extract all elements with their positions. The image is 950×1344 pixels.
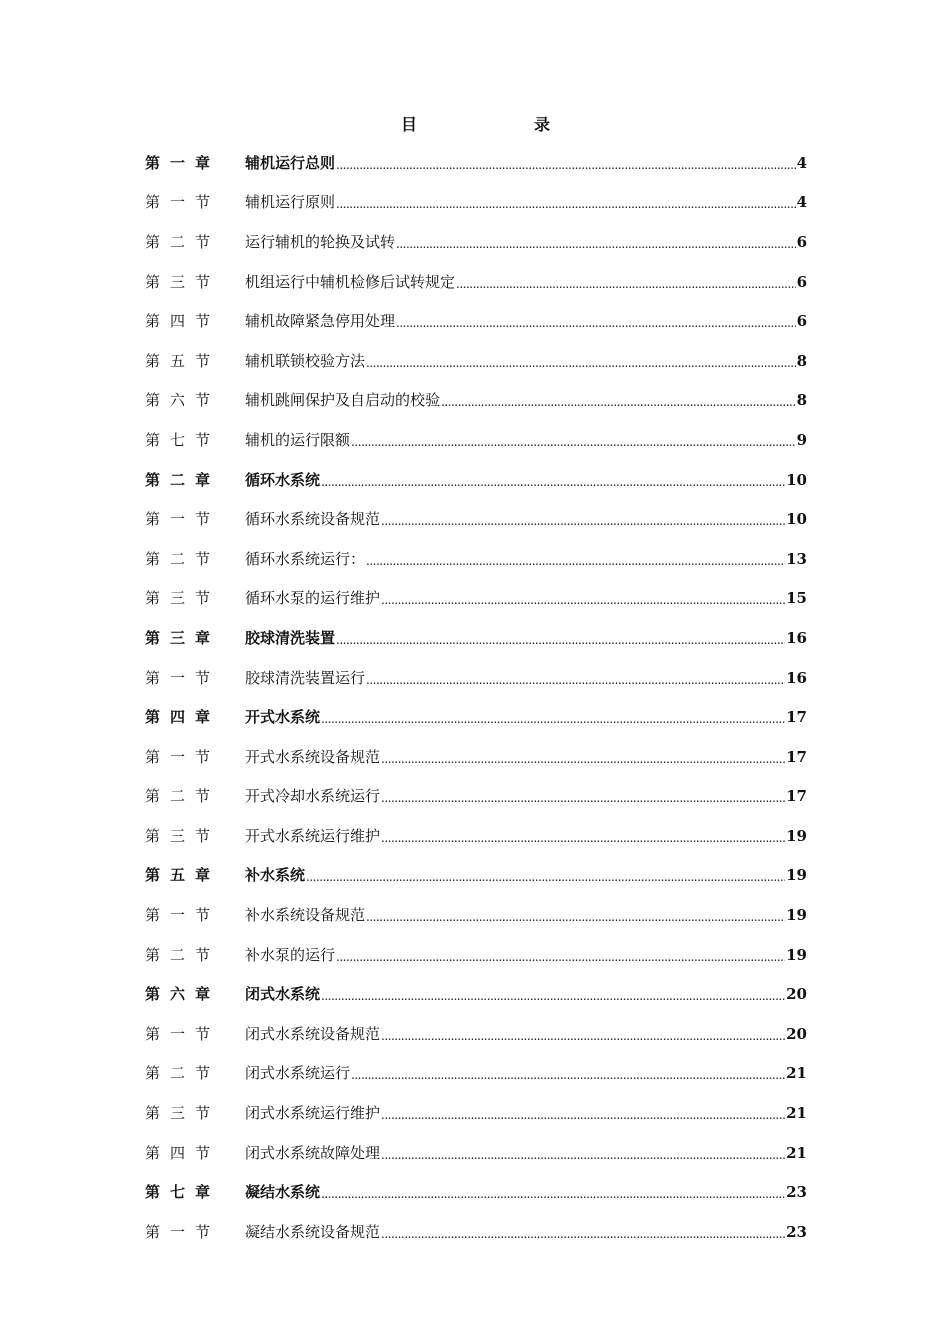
toc-entry-page: 19 — [786, 906, 807, 925]
toc-entry-number-prefix: 第 — [145, 312, 161, 331]
toc-entry-number-prefix: 第 — [145, 430, 161, 449]
toc-entry-number — [145, 865, 245, 885]
toc-entry-number-prefix: 第 — [145, 985, 161, 1004]
toc-entry-title: 辅机的运行限额 — [245, 430, 351, 449]
toc-entry-number-ordinal: 一 — [170, 510, 186, 529]
toc-entry-leader — [321, 472, 785, 492]
toc-entry-title: 辅机跳闸保护及自启动的校验 — [245, 391, 441, 410]
toc-entry-section[interactable] — [145, 658, 807, 698]
toc-entry-leader — [381, 590, 785, 610]
toc-entry-number — [145, 153, 245, 173]
toc-entry-section[interactable] — [145, 895, 807, 935]
toc-entry-number-ordinal: 一 — [170, 668, 186, 687]
toc-entry-number — [145, 628, 245, 648]
toc-entry-leader — [306, 867, 785, 887]
toc-entry-number — [145, 1063, 245, 1083]
toc-entry-number-prefix: 第 — [145, 866, 161, 885]
toc-entry-page: 6 — [796, 232, 807, 251]
toc-entry-number — [145, 786, 245, 806]
toc-entry-title: 闭式水系统运行维护 — [245, 1104, 381, 1123]
toc-entry-chapter[interactable] — [145, 974, 807, 1014]
toc-entry-title: 胶球清洗装置运行 — [245, 668, 366, 687]
toc-entry-title: 补水泵的运行 — [245, 945, 336, 964]
toc-entry-page: 4 — [796, 193, 807, 212]
toc-entry-number — [145, 549, 245, 569]
toc-heading — [0, 112, 950, 136]
toc-entry-leader — [336, 630, 785, 650]
toc-entry-leader — [381, 1105, 785, 1125]
toc-entry-page: 17 — [786, 747, 807, 766]
toc-entry-number — [145, 470, 245, 490]
toc-entry-page: 21 — [786, 1143, 807, 1162]
toc-entry-number — [145, 905, 245, 925]
toc-entry-number-ordinal: 一 — [170, 1024, 186, 1043]
toc-entry-section[interactable] — [145, 1133, 807, 1173]
toc-entry-leader — [396, 313, 796, 333]
toc-entry-number — [145, 1182, 245, 1202]
toc-entry-chapter[interactable] — [145, 460, 807, 500]
toc-entry-title: 运行辅机的轮换及试转 — [245, 232, 396, 251]
toc-entry-number-prefix: 第 — [145, 945, 161, 964]
toc-entry-page: 6 — [796, 312, 807, 331]
toc-entry-section[interactable] — [145, 262, 807, 302]
toc-entry-number — [145, 984, 245, 1004]
toc-entry-title: 闭式水系统 — [245, 985, 321, 1004]
toc-entry-title: 凝结水系统 — [245, 1183, 321, 1202]
toc-entry-number-prefix: 第 — [145, 1064, 161, 1083]
toc-entry-number-prefix: 第 — [145, 1183, 161, 1202]
toc-entry-chapter[interactable] — [145, 1172, 807, 1212]
toc-entry-page: 20 — [786, 1024, 807, 1043]
toc-entry-number — [145, 351, 245, 371]
toc-entry-number-prefix: 第 — [145, 628, 161, 647]
toc-entry-page: 8 — [796, 351, 807, 370]
toc-entry-title: 循环水系统运行： — [245, 549, 366, 568]
toc-entry-number-ordinal: 六 — [170, 985, 186, 1004]
toc-entry-leader — [381, 788, 785, 808]
toc-entry-number-prefix: 第 — [145, 787, 161, 806]
toc-entry-leader — [336, 155, 796, 175]
toc-entry-number-ordinal: 一 — [170, 906, 186, 925]
toc-heading-left: 目 — [401, 115, 418, 134]
toc-entry-page: 19 — [786, 826, 807, 845]
toc-entry-leader — [336, 194, 796, 214]
toc-entry-number-ordinal: 一 — [170, 747, 186, 766]
toc-entry-number-ordinal: 七 — [170, 430, 186, 449]
toc-entry-page: 16 — [786, 628, 807, 647]
toc-entry-chapter[interactable] — [145, 697, 807, 737]
toc-entry-number — [145, 747, 245, 767]
toc-entry-leader — [441, 392, 796, 412]
toc-entry-section[interactable] — [145, 579, 807, 619]
toc-entry-number-ordinal: 四 — [170, 708, 186, 727]
toc-entry-number-unit: 节 — [195, 787, 211, 806]
toc-entry-number — [145, 668, 245, 688]
toc-entry-leader — [381, 1145, 785, 1165]
toc-entry-number-prefix: 第 — [145, 549, 161, 568]
toc-entry-number-ordinal: 三 — [170, 628, 186, 647]
toc-entry-number-ordinal: 三 — [170, 272, 186, 291]
toc-entry-number-prefix: 第 — [145, 470, 161, 489]
toc-entry-number-prefix: 第 — [145, 708, 161, 727]
toc-entry-number — [145, 1143, 245, 1163]
toc-entry-title: 闭式水系统设备规范 — [245, 1024, 381, 1043]
toc-entry-section[interactable] — [145, 301, 807, 341]
toc-entry-number — [145, 826, 245, 846]
toc-entry-number-unit: 节 — [195, 193, 211, 212]
toc-entry-section[interactable] — [145, 381, 807, 421]
toc-entry-section[interactable] — [145, 1212, 807, 1252]
toc-entry-number — [145, 390, 245, 410]
toc-entry-leader — [396, 234, 796, 254]
toc-entry-title: 辅机联锁校验方法 — [245, 351, 366, 370]
toc-entry-number — [145, 1222, 245, 1242]
toc-entry-page: 6 — [796, 272, 807, 291]
toc-entry-number-prefix: 第 — [145, 1143, 161, 1162]
toc-entry-number-unit: 章 — [195, 1183, 211, 1202]
toc-entry-section[interactable] — [145, 737, 807, 777]
toc-entry-number-unit: 节 — [195, 945, 211, 964]
toc-entry-number — [145, 945, 245, 965]
toc-entry-number-unit: 节 — [195, 826, 211, 845]
toc-entry-number-unit: 章 — [195, 470, 211, 489]
toc-entry-number-ordinal: 二 — [170, 1064, 186, 1083]
toc-entry-number-unit: 节 — [195, 906, 211, 925]
toc-entry-page: 4 — [796, 153, 807, 172]
toc-entry-number-unit: 章 — [195, 985, 211, 1004]
toc-entry-leader — [351, 432, 796, 452]
toc-entry-number-unit: 章 — [195, 708, 211, 727]
toc-entry-number-unit: 节 — [195, 549, 211, 568]
toc-entry-title: 开式水系统 — [245, 708, 321, 727]
toc-list — [145, 143, 807, 1252]
toc-entry-number — [145, 311, 245, 331]
toc-entry-number — [145, 272, 245, 292]
toc-entry-leader — [366, 907, 785, 927]
toc-entry-title: 凝结水系统设备规范 — [245, 1222, 381, 1241]
toc-entry-chapter[interactable] — [145, 143, 807, 183]
toc-entry-page: 21 — [786, 1064, 807, 1083]
toc-entry-title: 开式冷却水系统运行 — [245, 787, 381, 806]
toc-entry-page: 21 — [786, 1104, 807, 1123]
toc-entry-leader — [321, 1184, 785, 1204]
toc-entry-number-unit: 章 — [195, 628, 211, 647]
toc-entry-page: 19 — [786, 945, 807, 964]
toc-entry-number — [145, 192, 245, 212]
toc-entry-number-unit: 节 — [195, 430, 211, 449]
toc-entry-page: 13 — [786, 549, 807, 568]
toc-entry-number-unit: 节 — [195, 1104, 211, 1123]
toc-entry-section[interactable] — [145, 222, 807, 262]
toc-entry-number-prefix: 第 — [145, 153, 161, 172]
toc-entry-page: 15 — [786, 589, 807, 608]
toc-entry-number-ordinal: 一 — [170, 153, 186, 172]
toc-entry-title: 闭式水系统运行 — [245, 1064, 351, 1083]
toc-entry-number-ordinal: 七 — [170, 1183, 186, 1202]
toc-entry-number-prefix: 第 — [145, 391, 161, 410]
toc-entry-number-prefix: 第 — [145, 510, 161, 529]
toc-entry-leader — [381, 511, 785, 531]
toc-entry-page: 17 — [786, 787, 807, 806]
toc-entry-section[interactable] — [145, 539, 807, 579]
toc-entry-section[interactable] — [145, 341, 807, 381]
toc-entry-number-unit: 节 — [195, 589, 211, 608]
toc-entry-number-prefix: 第 — [145, 272, 161, 291]
toc-entry-page: 19 — [786, 866, 807, 885]
toc-entry-title: 开式水系统运行维护 — [245, 826, 381, 845]
toc-entry-number-ordinal: 六 — [170, 391, 186, 410]
toc-entry-title: 闭式水系统故障处理 — [245, 1143, 381, 1162]
toc-entry-section[interactable] — [145, 183, 807, 223]
toc-entry-number-unit: 节 — [195, 510, 211, 529]
toc-entry-number-ordinal: 二 — [170, 232, 186, 251]
toc-entry-page: 10 — [786, 510, 807, 529]
toc-entry-number-ordinal: 二 — [170, 549, 186, 568]
toc-entry-number-ordinal: 三 — [170, 1104, 186, 1123]
toc-entry-number-ordinal: 五 — [170, 351, 186, 370]
toc-entry-number-prefix: 第 — [145, 906, 161, 925]
toc-heading-right: 录 — [534, 115, 551, 134]
toc-entry-page: 23 — [786, 1222, 807, 1241]
toc-entry-number-unit: 节 — [195, 272, 211, 291]
toc-entry-page: 17 — [786, 708, 807, 727]
toc-entry-leader — [381, 749, 785, 769]
toc-entry-leader — [321, 986, 785, 1006]
toc-entry-leader — [321, 709, 785, 729]
toc-entry-title: 循环水系统 — [245, 470, 321, 489]
toc-entry-number-unit: 节 — [195, 747, 211, 766]
toc-entry-leader — [366, 551, 785, 571]
toc-entry-number-unit: 节 — [195, 351, 211, 370]
toc-entry-number — [145, 1024, 245, 1044]
toc-entry-number-ordinal: 一 — [170, 1222, 186, 1241]
toc-entry-page: 20 — [786, 985, 807, 1004]
toc-entry-title: 辅机故障紧急停用处理 — [245, 312, 396, 331]
toc-entry-number-unit: 节 — [195, 1024, 211, 1043]
toc-entry-number-prefix: 第 — [145, 1222, 161, 1241]
toc-entry-page: 10 — [786, 470, 807, 489]
toc-entry-number — [145, 707, 245, 727]
toc-entry-title: 循环水泵的运行维护 — [245, 589, 381, 608]
toc-entry-page: 9 — [796, 430, 807, 449]
toc-entry-number — [145, 509, 245, 529]
toc-entry-number-ordinal: 二 — [170, 787, 186, 806]
toc-entry-title: 开式水系统设备规范 — [245, 747, 381, 766]
toc-entry-section[interactable] — [145, 420, 807, 460]
toc-entry-title: 胶球清洗装置 — [245, 628, 336, 647]
toc-entry-number-ordinal: 三 — [170, 589, 186, 608]
toc-entry-number-prefix: 第 — [145, 747, 161, 766]
toc-entry-section[interactable] — [145, 1054, 807, 1094]
toc-entry-number-prefix: 第 — [145, 668, 161, 687]
toc-entry-title: 机组运行中辅机检修后试转规定 — [245, 272, 456, 291]
toc-entry-chapter[interactable] — [145, 856, 807, 896]
toc-entry-number-ordinal: 二 — [170, 945, 186, 964]
toc-entry-title: 补水系统 — [245, 866, 306, 885]
toc-entry-leader — [351, 1065, 785, 1085]
toc-entry-leader — [381, 1026, 785, 1046]
toc-entry-number-unit: 节 — [195, 1222, 211, 1241]
toc-entry-leader — [366, 353, 796, 373]
toc-entry-title: 循环水系统设备规范 — [245, 510, 381, 529]
toc-entry-section[interactable] — [145, 816, 807, 856]
toc-entry-leader — [381, 828, 785, 848]
toc-entry-number-unit: 节 — [195, 1064, 211, 1083]
toc-entry-section[interactable] — [145, 499, 807, 539]
toc-entry-section[interactable] — [145, 935, 807, 975]
toc-entry-number-prefix: 第 — [145, 589, 161, 608]
toc-entry-section[interactable] — [145, 1093, 807, 1133]
toc-entry-number — [145, 232, 245, 252]
toc-entry-number — [145, 1103, 245, 1123]
toc-entry-number-unit: 节 — [195, 1143, 211, 1162]
toc-entry-number-prefix: 第 — [145, 826, 161, 845]
toc-entry-number — [145, 588, 245, 608]
toc-entry-section[interactable] — [145, 777, 807, 817]
toc-entry-page: 23 — [786, 1183, 807, 1202]
toc-entry-number-unit: 节 — [195, 312, 211, 331]
toc-entry-number-unit: 节 — [195, 668, 211, 687]
toc-entry-page: 16 — [786, 668, 807, 687]
toc-entry-number-ordinal: 三 — [170, 826, 186, 845]
toc-entry-number-prefix: 第 — [145, 351, 161, 370]
toc-entry-number-prefix: 第 — [145, 193, 161, 212]
toc-entry-leader — [456, 274, 796, 294]
toc-entry-number-prefix: 第 — [145, 1104, 161, 1123]
toc-entry-number-unit: 章 — [195, 866, 211, 885]
toc-entry-number-ordinal: 一 — [170, 193, 186, 212]
toc-entry-leader — [381, 1224, 785, 1244]
toc-entry-section[interactable] — [145, 1014, 807, 1054]
toc-entry-number — [145, 430, 245, 450]
toc-entry-chapter[interactable] — [145, 618, 807, 658]
toc-entry-number-ordinal: 四 — [170, 312, 186, 331]
toc-entry-leader — [336, 947, 785, 967]
toc-entry-number-prefix: 第 — [145, 1024, 161, 1043]
toc-entry-number-ordinal: 四 — [170, 1143, 186, 1162]
toc-entry-title: 辅机运行总则 — [245, 153, 336, 172]
toc-entry-title: 辅机运行原则 — [245, 193, 336, 212]
toc-entry-page: 8 — [796, 391, 807, 410]
toc-entry-number-prefix: 第 — [145, 232, 161, 251]
toc-entry-number-ordinal: 二 — [170, 470, 186, 489]
toc-entry-number-ordinal: 五 — [170, 866, 186, 885]
toc-entry-title: 补水系统设备规范 — [245, 906, 366, 925]
toc-entry-number-unit: 节 — [195, 391, 211, 410]
toc-entry-number-unit: 节 — [195, 232, 211, 251]
toc-entry-number-unit: 章 — [195, 153, 211, 172]
toc-entry-leader — [366, 670, 785, 690]
